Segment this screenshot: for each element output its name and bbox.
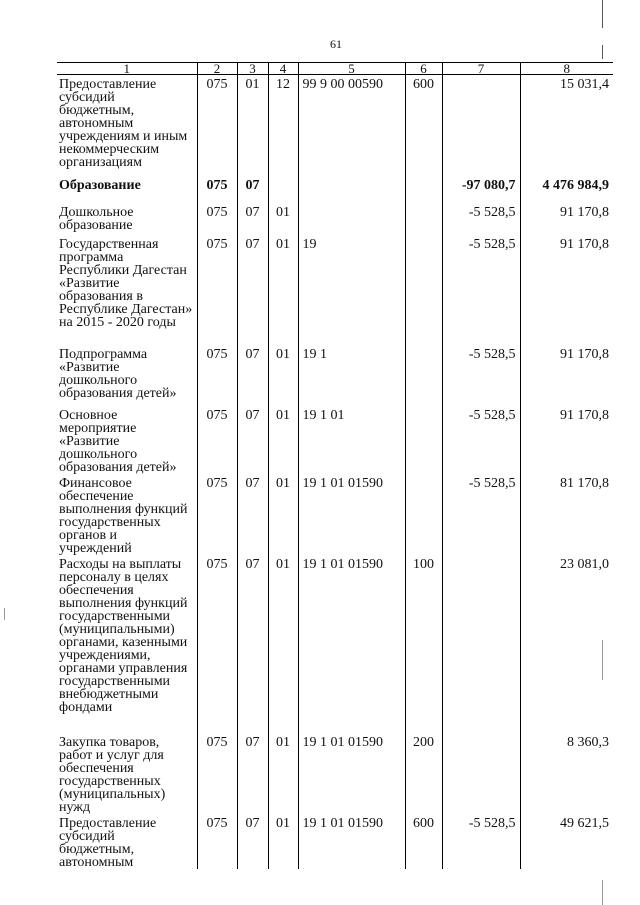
cell-section-code: 07 — [237, 235, 268, 345]
cell-section-code: 07 — [237, 406, 268, 474]
cell-ministry-code: 075 — [197, 176, 237, 203]
cell-total-amount: 8 360,3 — [520, 733, 613, 814]
cell-subsection-code: 01 — [268, 203, 298, 235]
cell-change-amount: -5 528,5 — [442, 814, 520, 869]
cell-section-code: 07 — [237, 555, 268, 733]
cell-expense-type — [405, 235, 442, 345]
cell-section-code: 07 — [237, 814, 268, 869]
column-header: 8 — [520, 63, 613, 75]
cell-ministry-code: 075 — [197, 474, 237, 555]
cell-expense-type — [405, 474, 442, 555]
table-row — [57, 733, 613, 814]
table-row — [57, 203, 613, 235]
scan-line — [602, 640, 603, 680]
cell-target-article — [298, 203, 405, 235]
cell-total-amount: 91 170,8 — [520, 235, 613, 345]
header-row — [57, 63, 613, 75]
row-name: Основное мероприятие «Развитие дошкольного образования детей» — [59, 407, 177, 475]
cell-total-amount: 23 081,0 — [520, 555, 613, 733]
cell-target-article: 19 — [298, 235, 405, 345]
table-row — [57, 235, 613, 345]
column-header: 5 — [298, 63, 405, 75]
row-name: Подпрограмма «Развитие дошкольного образования детей» — [59, 346, 177, 401]
row-name: Образование — [59, 177, 141, 193]
cell-target-article: 19 1 01 — [298, 406, 405, 474]
cell-subsection-code: 01 — [268, 474, 298, 555]
cell-section-code: 07 — [237, 345, 268, 406]
table-row — [57, 176, 613, 203]
cell-subsection-code: 01 — [268, 814, 298, 869]
table-row — [57, 345, 613, 406]
cell-subsection-code: 01 — [268, 235, 298, 345]
cell-change-amount: -5 528,5 — [442, 345, 520, 406]
cell-change-amount: -5 528,5 — [442, 406, 520, 474]
scan-line — [602, 0, 603, 28]
column-header: 7 — [442, 63, 520, 75]
cell-change-amount: -5 528,5 — [442, 235, 520, 345]
cell-expense-type — [405, 345, 442, 406]
cell-ministry-code: 075 — [197, 75, 237, 176]
cell-subsection-code — [268, 176, 298, 203]
cell-section-code: 07 — [237, 203, 268, 235]
cell-target-article: 99 9 00 00590 — [298, 75, 405, 176]
cell-ministry-code: 075 — [197, 733, 237, 814]
cell-subsection-code: 01 — [268, 345, 298, 406]
cell-target-article — [298, 176, 405, 203]
column-header: 6 — [405, 63, 442, 75]
row-name: Финансовое обеспечение выполнения функций государственных органов и учреждений — [59, 475, 188, 556]
column-header: 4 — [268, 63, 298, 75]
cell-ministry-code: 075 — [197, 555, 237, 733]
column-header: 3 — [237, 63, 268, 75]
cell-target-article: 19 1 01 01590 — [298, 733, 405, 814]
cell-expense-type — [405, 176, 442, 203]
table-row — [57, 555, 613, 733]
cell-expense-type — [405, 406, 442, 474]
cell-change-amount — [442, 555, 520, 733]
cell-ministry-code: 075 — [197, 814, 237, 869]
cell-section-code: 07 — [237, 176, 268, 203]
cell-ministry-code: 075 — [197, 203, 237, 235]
cell-subsection-code: 01 — [268, 555, 298, 733]
cell-section-code: 07 — [237, 474, 268, 555]
scan-line — [602, 45, 603, 59]
cell-section-code: 07 — [237, 733, 268, 814]
cell-expense-type: 600 — [405, 814, 442, 869]
cell-subsection-code: 01 — [268, 406, 298, 474]
cell-change-amount — [442, 75, 520, 176]
cell-subsection-code: 01 — [268, 733, 298, 814]
cell-expense-type: 600 — [405, 75, 442, 176]
cell-change-amount — [442, 733, 520, 814]
table-row — [57, 75, 613, 176]
cell-total-amount: 15 031,4 — [520, 75, 613, 176]
table-row — [57, 814, 613, 869]
cell-total-amount: 91 170,8 — [520, 406, 613, 474]
cell-target-article: 19 1 — [298, 345, 405, 406]
cell-expense-type: 200 — [405, 733, 442, 814]
cell-ministry-code: 075 — [197, 345, 237, 406]
row-name: Закупка товаров, работ и услуг для обеспечения государственных (муниципальных) нужд — [59, 734, 166, 815]
row-name: Государственная программа Республики Дагестан «Развитие образования в Республике Дагестан» на 2015 - 2020 годы — [59, 236, 193, 330]
cell-change-amount: -5 528,5 — [442, 203, 520, 235]
cell-section-code: 01 — [237, 75, 268, 176]
cell-total-amount: 91 170,8 — [520, 203, 613, 235]
row-name: Расходы на выплаты персоналу в целях обеспечения выполнения функций государственными (муниципальными) органами, казенными учреждениями, органами управления государственными внебюджетными фондами — [59, 556, 188, 715]
cell-total-amount: 49 621,5 — [520, 814, 613, 869]
cell-change-amount: -5 528,5 — [442, 474, 520, 555]
table-row — [57, 474, 613, 555]
cell-change-amount: -97 080,7 — [442, 176, 520, 203]
row-name: Предоставление субсидий бюджетным, автономным учреждениям и иным некоммерческим организациям — [59, 77, 188, 170]
column-header: 1 — [57, 63, 197, 75]
cell-target-article: 19 1 01 01590 — [298, 555, 405, 733]
cell-target-article: 19 1 01 01590 — [298, 814, 405, 869]
page-number: 61 — [330, 37, 342, 51]
cell-ministry-code: 075 — [197, 235, 237, 345]
cell-expense-type — [405, 203, 442, 235]
budget-table — [57, 62, 613, 869]
column-header: 2 — [197, 63, 237, 75]
cell-subsection-code: 12 — [268, 75, 298, 176]
cell-expense-type: 100 — [405, 555, 442, 733]
scan-line — [4, 608, 5, 620]
row-name: Дошкольное образование — [59, 204, 134, 233]
cell-target-article: 19 1 01 01590 — [298, 474, 405, 555]
cell-total-amount: 81 170,8 — [520, 474, 613, 555]
cell-total-amount: 91 170,8 — [520, 345, 613, 406]
scan-line — [602, 880, 603, 905]
table-row — [57, 406, 613, 474]
cell-ministry-code: 075 — [197, 406, 237, 474]
row-name: Предоставление субсидий бюджетным, автономным — [59, 815, 157, 870]
cell-total-amount: 4 476 984,9 — [520, 176, 613, 203]
